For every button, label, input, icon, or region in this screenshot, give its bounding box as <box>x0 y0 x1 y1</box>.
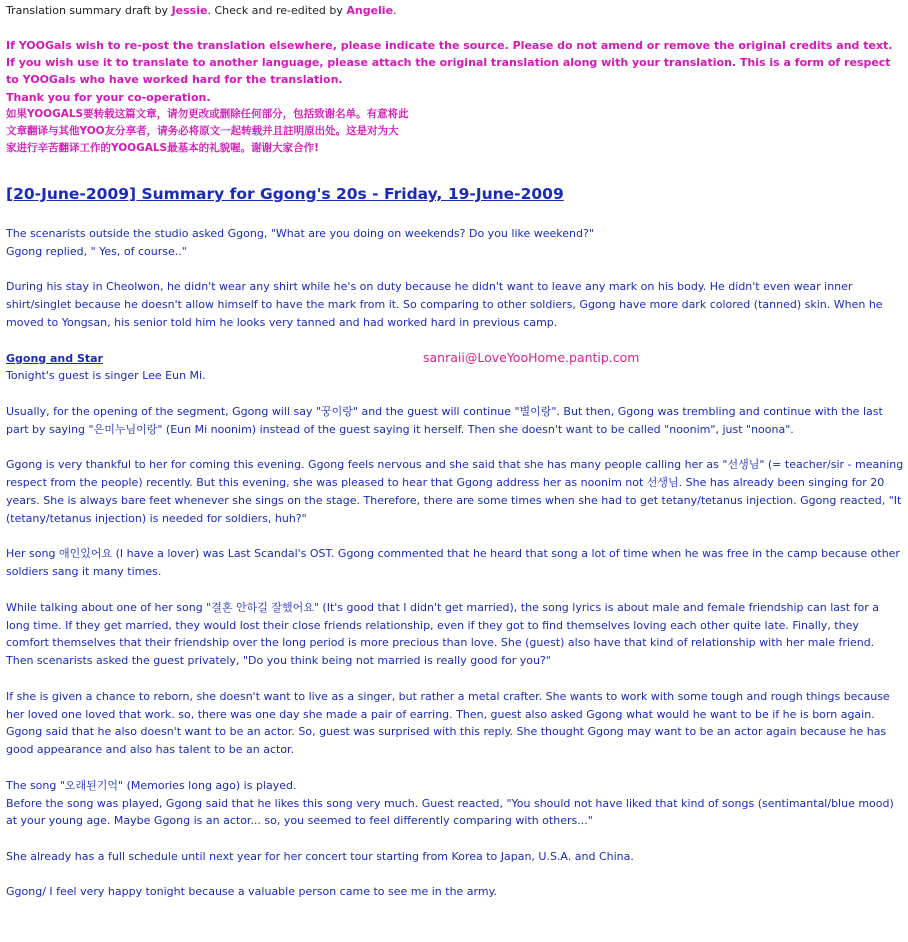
credit-editor: Angelie <box>346 4 394 17</box>
guest-line: Tonight's guest is singer Lee Eun Mi. <box>6 369 206 383</box>
notice-chinese-line: 文章翻译与其他YOO友分享者，请务必将原文一起转载并且註明原出处。这是对为大 <box>6 125 399 138</box>
paragraph-cheolwon: During his stay in Cheolwon, he didn't wear any shirt while he's on duty because he didn't want to leave any mark on his body. He didn't even wear inner shirt/singlet because he doesn't allow himself to have the mark from it. So comparing to other soldiers, Ggong have more dark colored (tanned) skin. When he moved to Yongsan, his senior told him he looks very tanned and had worked hard in previous camp. <box>6 280 883 329</box>
notice-chinese-line: 家进行辛苦翻译工作的YOOGALS最基本的礼貌喔。谢谢大家合作! <box>6 142 319 155</box>
watermark-text: sanraii@LoveYooHome.pantip.com <box>423 349 640 365</box>
intro-question: The scenarists outside the studio asked Ggong, "What are you doing on weekends? Do you like weekend?" <box>6 227 594 240</box>
paragraph-memories-2: Before the song was played, Ggong said that he likes this song very much. Guest reacted, "You should not have liked that kind of songs (sentimantal/blue mood) at your young age. Maybe Ggong is an actor... so, you seemed to feel differently comparing with others..." <box>6 796 894 828</box>
paragraph-married: While talking about one of her song "결혼 안하길 잘했어요" (It's good that I didn't get married), the song lyrics is about male and female friendship can last for a long time. If they get married, they would lost their close friends relationship, even if they got to find themselves loving each other quite late. Finally, they comfort themselves that their friendship over the long period is more precious than love. She (guest) also have that kind of relationship with her male friend. <box>6 600 879 650</box>
credit-middle: . Check and re-edited by <box>207 4 343 17</box>
credit-line <box>6 4 397 17</box>
notice-english: If YOOGals wish to re-post the translation elsewhere, please indicate the source. Please do not amend or remove the original credits and text. If you wish use it to translate to another language, please attach the original translation along with your translation. This is a form of respect to YOOGals who have worked hard for the translation. <box>6 39 893 87</box>
section-heading-link[interactable]: Ggong and Star <box>6 351 103 365</box>
repost-notice <box>6 37 904 157</box>
credit-prefix: Translation summary draft by <box>6 4 169 17</box>
paragraph-closing: Ggong/ I feel very happy tonight because a valuable person came to see me in the army. <box>6 885 498 899</box>
paragraph-memories-1: The song "오래된기억" (Memories long ago) is played. <box>6 778 297 792</box>
article-body <box>6 225 904 919</box>
paragraph-married-question: Then scenarists asked the guest privately, "Do you think being not married is really good for you?" <box>6 654 551 668</box>
paragraph-thankful: Ggong is very thankful to her for coming this evening. Ggong feels nervous and she said that she has many people calling her as "선생님" (= teacher/sir - meaning respect from the people) recently. But this evening, she was pleased to hear that Ggong address her as noonim not 선생님. She has already been singing for 20 years. She is always bare feet whenever she sings on the stage. Therefore, there are some times when she had to get tetany/tetanus injection. Ggong reacted, "It (tetany/tetanus injection) is needed for soldiers, huh?" <box>6 458 904 525</box>
credit-suffix: . <box>393 4 397 17</box>
section-header-row <box>6 350 904 368</box>
notice-thanks: Thank you for your co-operation. <box>6 90 211 104</box>
paragraph-schedule: She already has a full schedule until next year for her concert tour starting from Korea to Japan, U.S.A. and China. <box>6 849 634 863</box>
intro-answer: Ggong replied, " Yes, of course.." <box>6 244 187 258</box>
paragraph-song: Her song 애인있어요 (I have a lover) was Last Scandal's OST. Ggong commented that he heard that song a lot of time when he was free in the camp because other soldiers sang it many times. <box>6 547 900 579</box>
article-title-link[interactable]: [20-June-2009] Summary for Ggong's 20s - Friday, 19-June-2009 <box>6 185 564 203</box>
notice-chinese-line: 如果YOOGALS要转载这篇文章，请勿更改或删除任何部分，包括致谢名单。有意将此 <box>6 107 409 120</box>
paragraph-reborn: If she is given a chance to reborn, she doesn't want to live as a singer, but rather a metal crafter. She wants to work with some tough and rough things because her loved one loved that work. so, there was one day she made a pair of earring. Then, guest also asked Ggong what would he want to be if he is born again. Ggong said that he also doesn't want to be an actor. So, guest was surprised with this reply. She thought Ggong may want to be an actor again because he has good appearance and also has talent to be an actor. <box>6 689 890 757</box>
credit-drafter: Jessie <box>171 4 208 17</box>
paragraph-opening: Usually, for the opening of the segment, Ggong will say "꿍이랑" and the guest will continue "별이랑". But then, Ggong was trembling and continue with the last part by saying "은미누님이랑" (Eun Mi noonim) instead of the guest saying it herself. Then she doesn't want to be called "noonim", just "noona". <box>6 404 883 436</box>
